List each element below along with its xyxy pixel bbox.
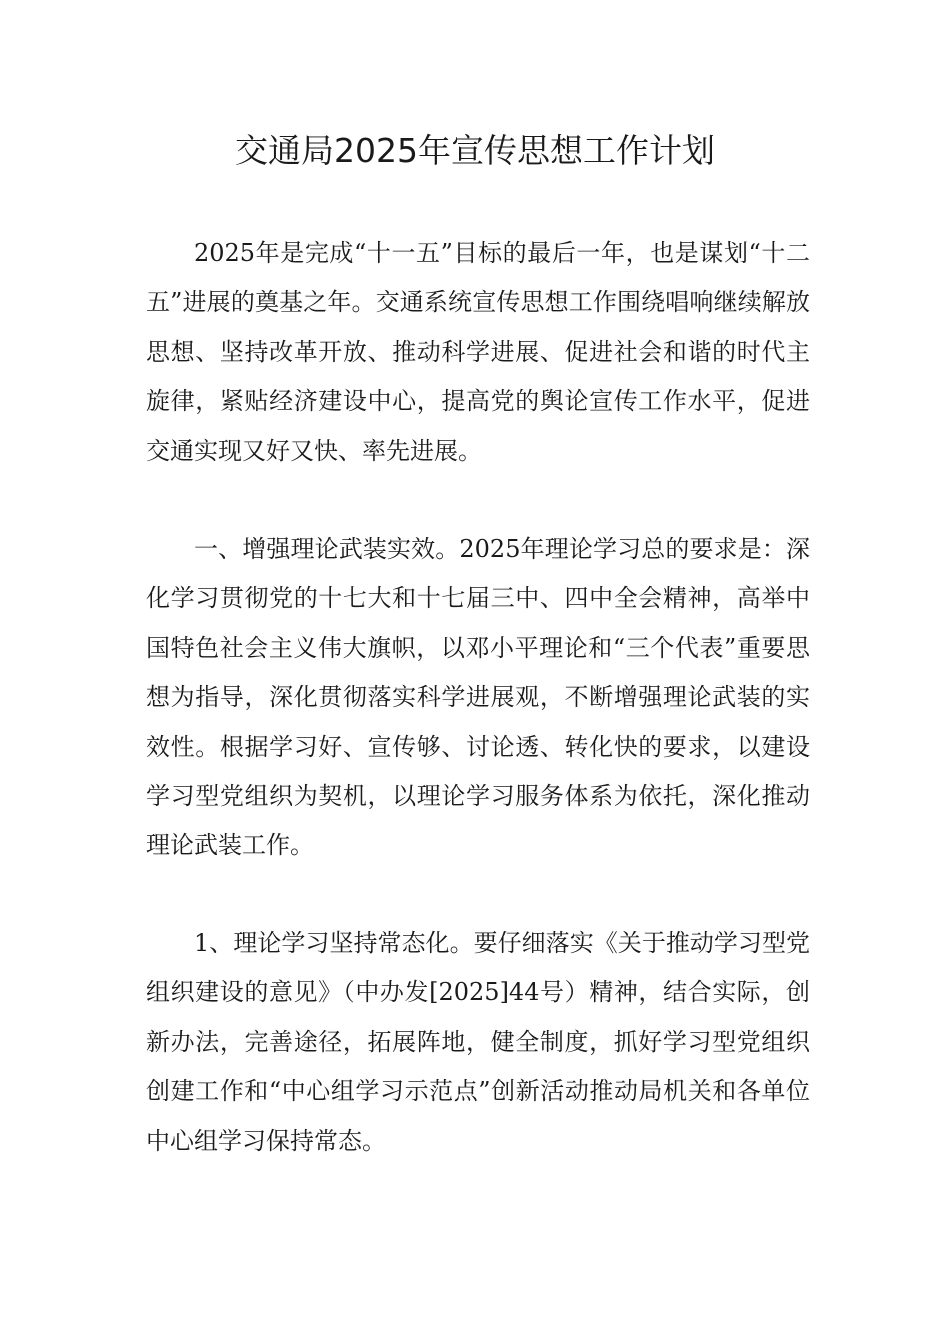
document-title: 交通局2025年宣传思想工作计划 — [235, 131, 715, 170]
paragraph-section-1: 一、增强理论武装实效。2025年理论学习总的要求是：深化学习贯彻党的十七大和十七届三中、四中全会精神，高举中国特色社会主义伟大旗帜，以邓小平理论和“三个代表”重要思想为指导，深化贯彻落实科学进展观，不断增强理论武装的实效性。根据学习好、宣传够、讨论透、转化快的要求，以建设学习型党组织为契机，以理论学习服务体系为依托，深化推动理论武装工作。 — [146, 535, 810, 860]
paragraph-item-1: 1、理论学习坚持常态化。要仔细落实《关于推动学习型党组织建设的意见》（中办发[2025]44号）精神，结合实际，创新办法，完善途径，拓展阵地，健全制度，抓好学习型党组织创建工作和“中心组学习示范点”创新活动推动局机关和各单位中心组学习保持常态。 — [146, 929, 810, 1155]
paragraph-intro: 2025年是完成“十一五”目标的最后一年，也是谋划“十二五”进展的奠基之年。交通系统宣传思想工作围绕唱响继续解放思想、坚持改革开放、推动科学进展、促进社会和谐的时代主旋律，紧贴经济建设中心，提高党的舆论宣传工作水平，促进交通实现又好又快、率先进展。 — [146, 239, 810, 465]
